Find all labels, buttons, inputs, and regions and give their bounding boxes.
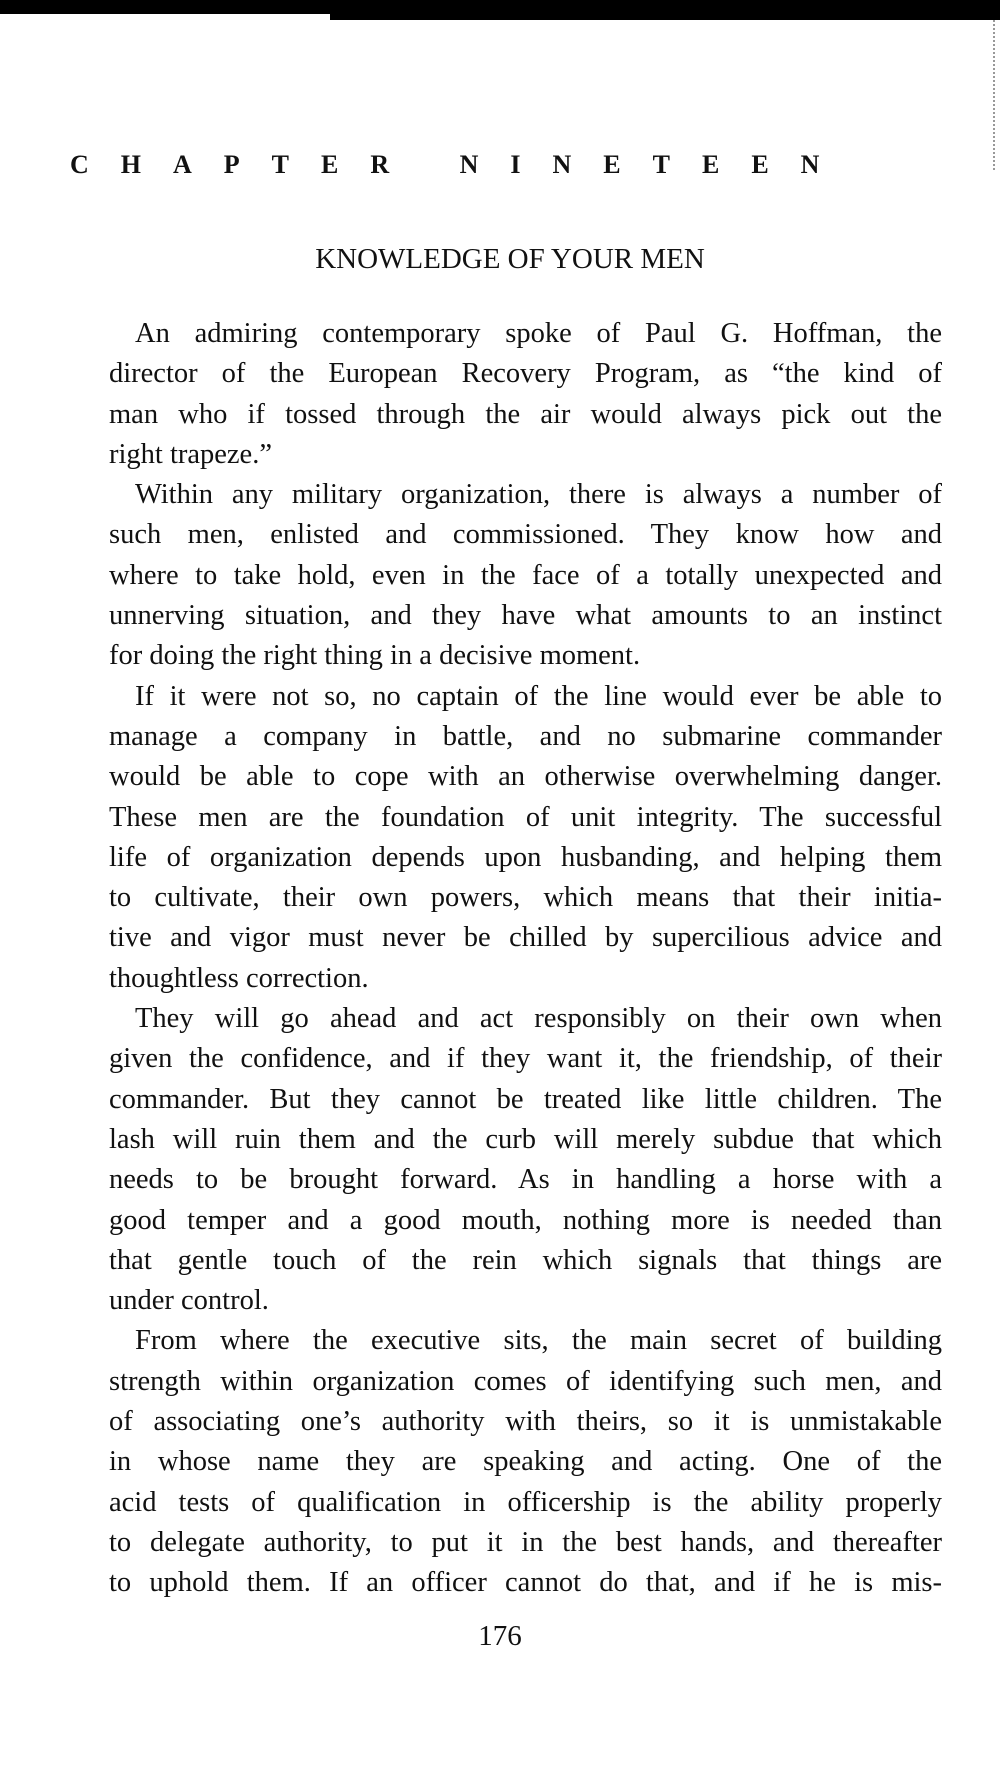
text-line: They will go ahead and act responsibly on their own when xyxy=(135,1003,942,1035)
paragraph xyxy=(109,475,942,676)
text-line: lash will ruin them and the curb will merely subdue that which xyxy=(109,1123,942,1155)
text-line: to delegate authority, to put it in the best hands, and thereafter xyxy=(109,1526,942,1558)
text-line: man who if tossed through the air would always pick out the xyxy=(109,398,942,430)
paragraph xyxy=(109,999,942,1321)
text-line: commander. But they cannot be treated like little children. The xyxy=(109,1083,942,1115)
text-line: manage a company in battle, and no submarine commander xyxy=(109,720,942,752)
text-line: strength within organization comes of identifying such men, and xyxy=(109,1365,942,1397)
chapter-heading: CHAPTER NINETEEN xyxy=(70,150,852,179)
text-line: These men are the foundation of unit integrity. The successful xyxy=(109,801,942,833)
text-line: Within any military organization, there is always a number of xyxy=(135,479,942,511)
chapter-title: KNOWLEDGE OF YOUR MEN xyxy=(315,243,705,275)
paragraph xyxy=(109,1321,942,1603)
text-line: such men, enlisted and commissioned. They know how and xyxy=(109,519,942,551)
text-line: unnerving situation, and they have what amounts to an instinct xyxy=(109,600,942,632)
text-line: for doing the right thing in a decisive moment. xyxy=(109,640,641,672)
text-line: to uphold them. If an officer cannot do that, and if he is mis- xyxy=(109,1567,942,1599)
page-number: 176 xyxy=(478,1620,522,1652)
text-line: of associating one’s authority with theirs, so it is unmistakable xyxy=(109,1406,942,1438)
scan-page-edge xyxy=(993,20,997,170)
paragraph xyxy=(109,677,942,999)
text-line: would be able to cope with an otherwise overwhelming danger. xyxy=(109,761,942,793)
text-line: to cultivate, their own powers, which means that their initia- xyxy=(109,882,942,914)
text-line: director of the European Recovery Program, as “the kind of xyxy=(109,358,942,390)
text-line: in whose name they are speaking and acting. One of the xyxy=(109,1446,942,1478)
text-line: An admiring contemporary spoke of Paul G. Hoffman, the xyxy=(135,318,942,349)
text-line: that gentle touch of the rein which signals that things are xyxy=(109,1244,942,1276)
body-text xyxy=(109,314,942,1604)
text-line: acid tests of qualification in officership is the ability properly xyxy=(109,1486,942,1518)
paragraph xyxy=(109,314,942,475)
text-line: thoughtless correction. xyxy=(109,962,369,994)
text-line: good temper and a good mouth, nothing more is needed than xyxy=(109,1204,942,1236)
text-line: tive and vigor must never be chilled by supercilious advice and xyxy=(109,922,942,954)
text-line: where to take hold, even in the face of a totally unexpected and xyxy=(109,559,942,591)
text-line: If it were not so, no captain of the line would ever be able to xyxy=(135,680,942,712)
text-line: needs to be brought forward. As in handling a horse with a xyxy=(109,1164,942,1196)
text-line: under control. xyxy=(109,1285,269,1317)
text-line: life of organization depends upon husbanding, and helping them xyxy=(109,841,942,873)
text-line: From where the executive sits, the main secret of building xyxy=(135,1325,942,1357)
text-line: given the confidence, and if they want it, the friendship, of their xyxy=(109,1043,942,1075)
scan-border-top-thick xyxy=(330,0,1000,20)
text-line: right trapeze.” xyxy=(109,438,272,470)
